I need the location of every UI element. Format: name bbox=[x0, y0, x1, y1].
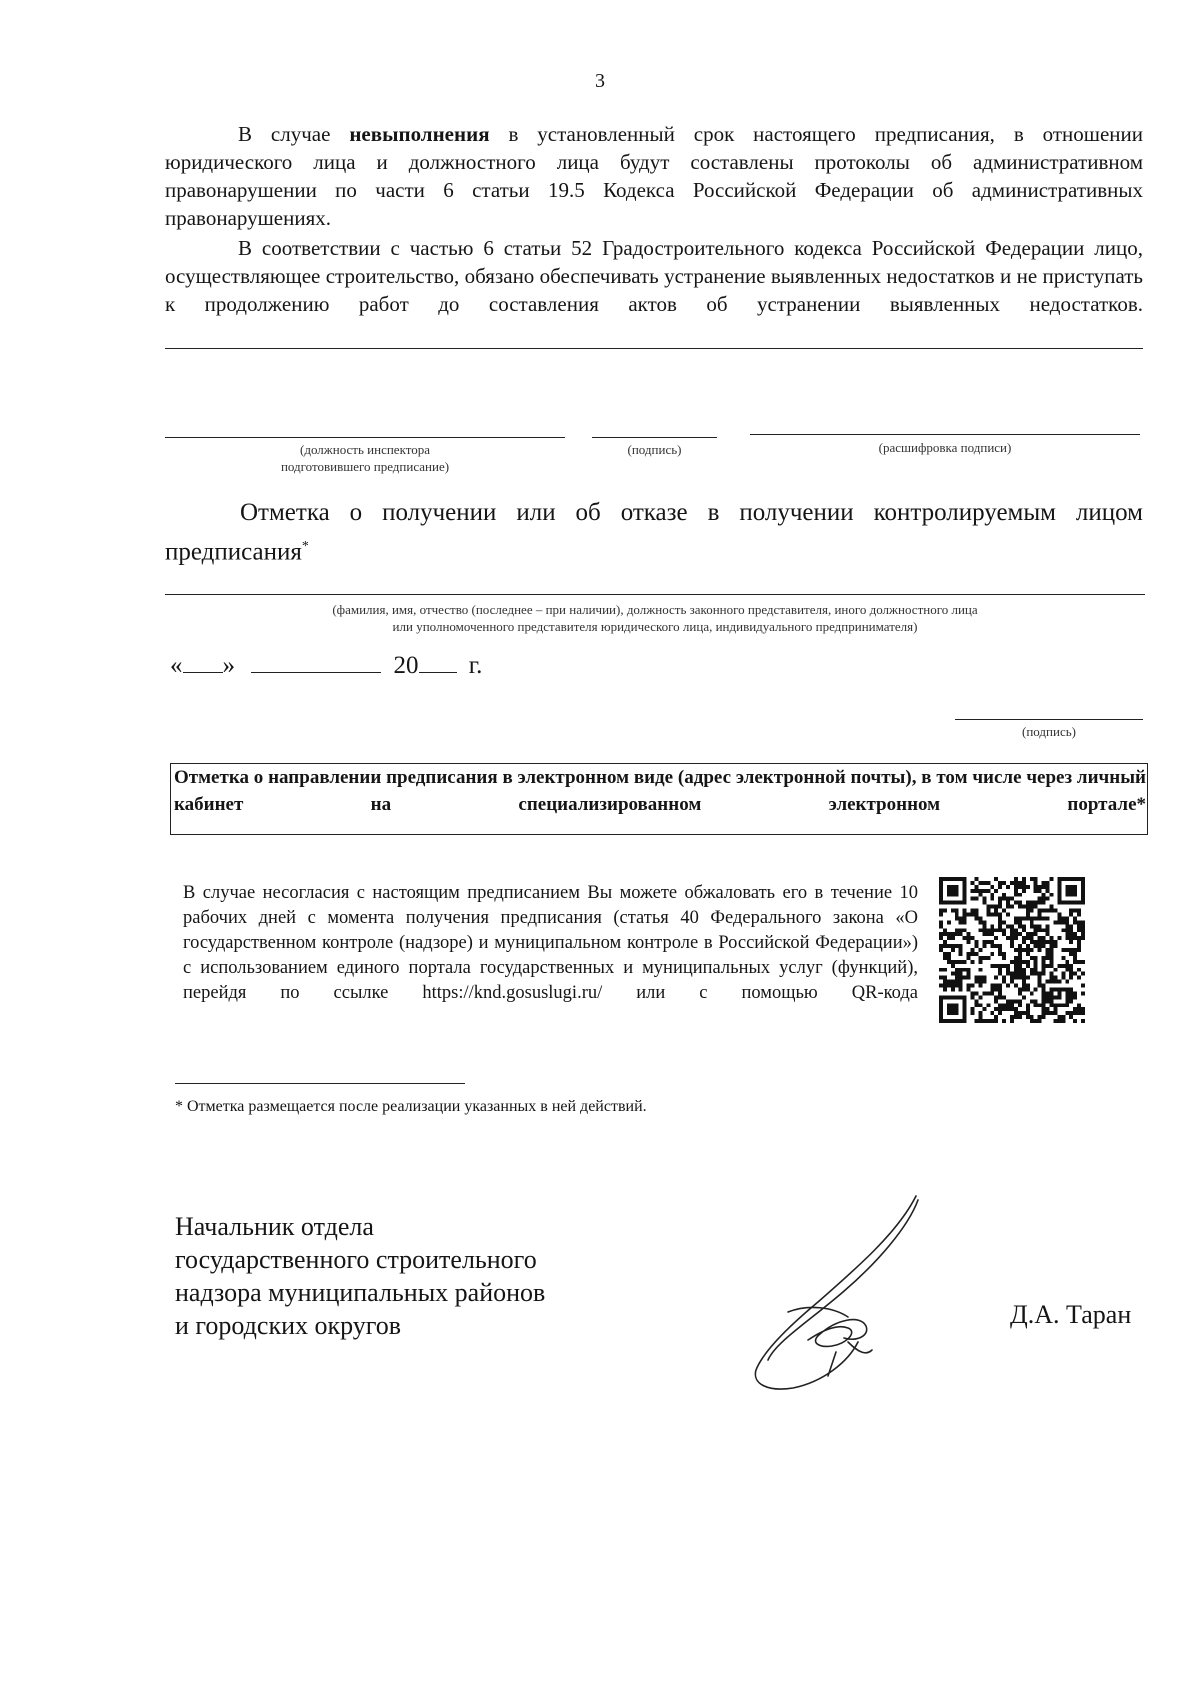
handwritten-signature bbox=[748, 1192, 938, 1392]
year-suffix: г. bbox=[468, 652, 483, 679]
paragraph-noncompliance bbox=[165, 120, 1143, 232]
official-title-line: надзора муниципальных районов bbox=[175, 1278, 546, 1307]
footnote-asterisk: * bbox=[301, 539, 309, 554]
receipt-title bbox=[165, 496, 1143, 569]
footnote-separator bbox=[175, 1083, 465, 1084]
footnote: * Отметка размещается после реализации указанных в ней действий. bbox=[175, 1098, 647, 1115]
caption-line: или уполномоченного представителя юридического лица, индивидуального предпринимателя) bbox=[392, 619, 918, 634]
caption-line: (должность инспектора bbox=[300, 442, 430, 457]
receipt-signature-caption: (подпись) bbox=[1022, 724, 1076, 739]
caption-line: подготовившего предписание) bbox=[280, 459, 450, 474]
appeal-text: В случае несогласия с настоящим предписанием Вы можете обжаловать его в течение 10 рабочих дней с момента получения предписания (статья 40 Федерального закона «О государственном контроле (надзоре) и муниципальном контроле в Российской Федерации») с использованием единого портала государственных и муниципальных услуг (функций), перейдя по ссылке https://knd.gosuslugi.ru/ или с помощью QR-кода bbox=[183, 883, 918, 1003]
receipt-name-line bbox=[165, 594, 1145, 595]
quote-close: » bbox=[222, 652, 235, 679]
receipt-title-text: Отметка о получении или об отказе в получении контролируемым лицом предписания bbox=[165, 499, 1143, 566]
caption-line: (фамилия, имя, отчество (последнее – при наличии), должность законного представителя, иного должностного лица bbox=[332, 602, 978, 617]
day-blank bbox=[183, 650, 223, 673]
qr-code-image bbox=[938, 877, 1086, 1023]
inspector-position-caption bbox=[225, 441, 505, 475]
paragraph-suffix: в установленный срок настоящего предписания, в отношении юридического лица и должностного лица будут составлены протоколы об административном правонарушении по части 6 статьи 19.5 Кодекса Российской Федерации об административных правонарушениях. bbox=[165, 122, 1143, 230]
paragraph-prefix: В случае bbox=[238, 122, 350, 146]
paragraph-urban-code: В соответствии с частью 6 статьи 52 Градостроительного кодекса Российской Федерации лицо, осуществляющее строительство, обязано обеспечивать устранение выявленных недостатков и не приступать к продолжению работ до составления актов об устранении выявленных недостатков. bbox=[165, 234, 1143, 349]
official-title-line: государственного строительного bbox=[175, 1245, 537, 1274]
inspector-signature-caption: (подпись) bbox=[627, 442, 682, 457]
month-blank bbox=[251, 650, 381, 673]
official-title-line: Начальник отдела bbox=[175, 1212, 374, 1241]
official-title bbox=[175, 1210, 545, 1342]
year-prefix: 20 bbox=[393, 652, 419, 679]
inspector-signature-line bbox=[592, 437, 717, 438]
receipt-date bbox=[170, 650, 482, 680]
page-number: 3 bbox=[595, 70, 605, 92]
receipt-name-caption bbox=[165, 601, 1145, 635]
year-blank bbox=[419, 650, 457, 673]
paragraph-bold-word: невыполнения bbox=[349, 122, 490, 146]
electronic-delivery-text: Отметка о направлении предписания в электронном виде (адрес электронной почты), в том числе через личный кабинет на специализированном электронном портале* bbox=[174, 767, 1146, 815]
quote-open: « bbox=[170, 652, 183, 679]
inspector-decoding-line bbox=[750, 434, 1140, 435]
inspector-decoding-caption: (расшифровка подписи) bbox=[878, 440, 1012, 455]
official-title-line: и городских округов bbox=[175, 1311, 402, 1340]
official-name: Д.А. Таран bbox=[1010, 1300, 1132, 1329]
inspector-position-line bbox=[165, 437, 565, 438]
receipt-signature-line bbox=[955, 719, 1143, 720]
